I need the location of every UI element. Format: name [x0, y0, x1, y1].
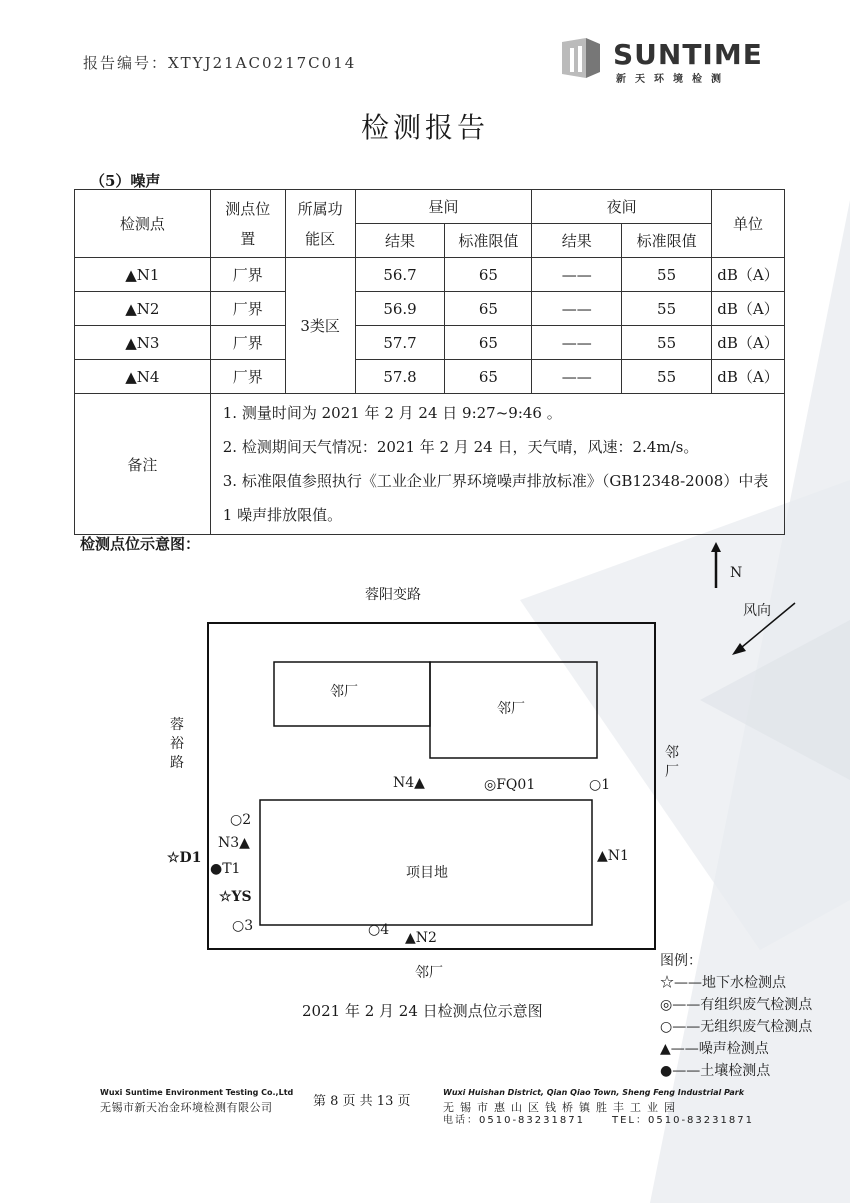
- cell-day-limit: 65: [445, 258, 532, 292]
- section-title: （5）噪声: [90, 172, 161, 190]
- report-number: 报告编号：XTYJ21AC0217C014: [83, 54, 357, 72]
- cell-night-limit: 55: [622, 326, 712, 360]
- brand-name: SUNTIME: [613, 38, 763, 71]
- point-ys: ☆YS: [219, 889, 252, 905]
- cell-night-result: ——: [532, 326, 622, 360]
- point-o4: ○4: [368, 922, 390, 938]
- point-t1: ●T1: [210, 861, 241, 877]
- cell-day-limit: 65: [445, 326, 532, 360]
- remarks-content: [210, 394, 784, 535]
- header-night-limit: 标准限值: [622, 224, 712, 258]
- neighbor-label: 邻厂: [330, 684, 358, 700]
- point-n3: N3▲: [218, 835, 250, 851]
- table-row: [75, 360, 785, 394]
- header-location: 测点位置: [210, 190, 285, 258]
- road-top-label: 蓉阳变路: [365, 587, 421, 603]
- site-map: [0, 540, 850, 980]
- table-header-row: [75, 190, 785, 224]
- point-n1: ▲N1: [597, 848, 629, 864]
- footer-page-number: 第 8 页 共 13 页: [313, 1094, 411, 1109]
- cell-zone: 3类区: [285, 258, 355, 394]
- legend-item: ○——无组织废气检测点: [660, 1019, 813, 1035]
- wind-label: 风向: [743, 603, 771, 619]
- cell-location: 厂界: [210, 258, 285, 292]
- footer-tel-en: TEL：0510-83231871: [612, 1115, 754, 1126]
- map-heading: 检测点位示意图：: [80, 535, 201, 553]
- cell-unit: dB（A）: [712, 258, 785, 292]
- footer-tel-cn: 电话：0510-83231871: [443, 1115, 585, 1126]
- table-row: [75, 326, 785, 360]
- point-o2: ○2: [230, 812, 252, 828]
- cell-location: 厂界: [210, 360, 285, 394]
- cell-night-limit: 55: [622, 360, 712, 394]
- cell-night-result: ——: [532, 258, 622, 292]
- cell-day-result: 56.9: [355, 292, 445, 326]
- point-o1: ○1: [589, 777, 611, 793]
- footer-company-cn: 无锡市新天冶金环境检测有限公司: [100, 1101, 273, 1114]
- header-day-result: 结果: [355, 224, 445, 258]
- map-caption: 2021 年 2 月 24 日检测点位示意图: [302, 1002, 543, 1020]
- point-n2: ▲N2: [405, 930, 437, 946]
- legend-item: ☆——地下水检测点: [660, 975, 786, 991]
- header-unit: 单位: [712, 190, 785, 258]
- header-night-result: 结果: [532, 224, 622, 258]
- cell-unit: dB（A）: [712, 360, 785, 394]
- cell-unit: dB（A）: [712, 326, 785, 360]
- cell-day-limit: 65: [445, 360, 532, 394]
- north-label: N: [730, 565, 743, 581]
- cell-point: ▲N4: [75, 360, 211, 394]
- footer-company-en: Wuxi Suntime Environment Testing Co.,Ltd: [100, 1088, 294, 1097]
- cell-point: ▲N3: [75, 326, 211, 360]
- cell-location: 厂界: [210, 292, 285, 326]
- legend-item: ●——土壤检测点: [660, 1063, 771, 1079]
- header-night: 夜间: [532, 190, 712, 224]
- noise-table: [74, 189, 785, 535]
- neighbor-label: 邻厂: [665, 745, 679, 780]
- remark-3: 3. 标准限值参照执行《工业企业厂界环境噪声排放标准》（GB12348-2008）中表 1 噪声排放限值。: [222, 472, 769, 524]
- neighbor-label: 邻厂: [415, 965, 443, 981]
- cell-night-result: ——: [532, 360, 622, 394]
- cell-point: ▲N1: [75, 258, 211, 292]
- cell-night-result: ——: [532, 292, 622, 326]
- suntime-logo-icon: [556, 34, 604, 82]
- legend-title: 图例：: [660, 953, 702, 969]
- document-title: 检测报告: [360, 111, 489, 144]
- cell-night-limit: 55: [622, 292, 712, 326]
- footer-address-en: Wuxi Huishan District, Qian Qiao Town, Sheng Feng Industrial Park: [443, 1088, 745, 1097]
- brand-subtitle: 新天环境检测: [616, 74, 730, 85]
- cell-night-limit: 55: [622, 258, 712, 292]
- neighbor-label: 邻厂: [497, 701, 525, 717]
- header-zone: 所属功能区: [285, 190, 355, 258]
- remarks-label: 备注: [75, 394, 211, 535]
- point-o3: ○3: [232, 918, 254, 934]
- remark-1: 1. 测量时间为 2021 年 2 月 24 日 9:27~9:46 。: [222, 404, 562, 422]
- table-row: [75, 292, 785, 326]
- cell-day-result: 57.8: [355, 360, 445, 394]
- header-point: 检测点: [75, 190, 211, 258]
- point-n4: N4▲: [393, 775, 425, 791]
- point-fq01: ◎FQ01: [484, 777, 536, 793]
- map-outer-boundary: [208, 623, 655, 949]
- legend-item: ◎——有组织废气检测点: [660, 997, 813, 1013]
- cell-point: ▲N2: [75, 292, 211, 326]
- footer-address-cn: 无锡市惠山区钱桥镇胜丰工业园: [443, 1101, 681, 1114]
- header-day-limit: 标准限值: [445, 224, 532, 258]
- project-site-label: 项目地: [406, 865, 448, 881]
- road-left-label: 蓉裕路: [170, 717, 184, 771]
- table-row: [75, 258, 785, 292]
- header-day: 昼间: [355, 190, 532, 224]
- cell-day-result: 57.7: [355, 326, 445, 360]
- remarks-row: [75, 394, 785, 535]
- legend-item: ▲——噪声检测点: [660, 1041, 769, 1057]
- cell-day-limit: 65: [445, 292, 532, 326]
- point-d1: ☆D1: [167, 850, 202, 866]
- cell-location: 厂界: [210, 326, 285, 360]
- cell-day-result: 56.7: [355, 258, 445, 292]
- remark-2: 2. 检测期间天气情况：2021 年 2 月 24 日，天气晴，风速：2.4m/s。: [222, 438, 699, 456]
- cell-unit: dB（A）: [712, 292, 785, 326]
